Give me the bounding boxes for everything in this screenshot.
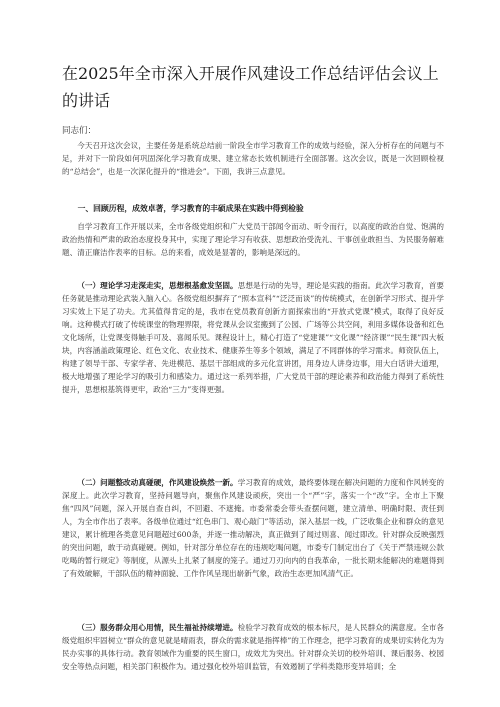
subsection-2-lead: （二）问题整改动真碰硬，作风建设焕然一新。 xyxy=(77,478,238,487)
subsection-2-body: 学习教育的成效，最终要体现在解决问题的力度和作风转变的深度上。此次学习教育，坚持问题导向，聚焦作风建设顽疾，突出一个“严”字，落实一个“改”字。全市上下聚焦“四风”问题，深入开展自查自纠，不回避、不遮掩。市委常委会带头查摆问题，建立清单、明确时限、责任到人，为全市作出了表率。各级单位通过“红色串门、观心敲门”等活动，深入基层一线，广泛收集企业和群众的意见建议，累计梳理各类意见问题超过600条，并逐一推动解决，真正做到了闻过则喜、闻过即改。针对群众反映强烈的突出问题，敢于动真碰硬。例如，针对部分单位存在的违规吃喝问题，市委专门制定出台了《关于严禁违规公款吃喝的暂行规定》等制度，从源头上扎紧了制度的笼子。通过刀刃向内的自我革命，一批长期未能解决的难题得到了有效破解，干部队伍的精神面貌、工作作风呈现出崭新气象，政治生态更加风清气正。 xyxy=(62,478,444,578)
section-1-heading: 一、回顾历程，成效卓著，学习教育的丰硕成果在实践中得到检验 xyxy=(77,204,304,213)
intro-paragraph: 今天召开这次会议，主要任务是系统总结前一阶段全市学习教育工作的成效与经验，深入分析存在的问题与不足，并对下一阶段如何巩固深化学习教育成果、建立常态长效机制进行全面部署。这次会议，既是一次回顾检视的“总结会”，也是一次深化提升的“推进会”。下面，我讲三点意见。 xyxy=(62,141,444,176)
document-title: 在2025年全市深入开展作风建设工作总结评估会议上的讲话 xyxy=(62,64,439,110)
subsection-3-paragraph xyxy=(62,621,444,673)
section-1-paragraph: 自学习教育工作开展以来，全市各级党组织和广大党员干部闻令而动、听令而行，以高度的政治自觉、饱满的政治热情和严肃的政治态度投身其中，实现了理论学习有收获、思想政治受洗礼、干事创业敢担当、为民服务解难题、清正廉洁作表率的目标。总的来看，成效是显著的，影响是深远的。 xyxy=(62,222,444,257)
subsection-3-body: 检验学习教育成效的根本标尺，是人民群众的满意度。全市各级党组织牢固树立“群众的意见就是晴雨表，群众的需求就是指挥棒”的工作理念，把学习教育的成果切实转化为为民办实事的具体行动。教育领域作为重要的民生窗口，成效尤为突出。针对群众关切的校外培训、课后服务、校园安全等热点问题，相关部门积极作为。通过强化校外培训监管，有效遏制了学科类隐形变异培训；全 xyxy=(62,623,444,671)
subsection-3-lead: （三）服务群众用心用情，民生福祉持续增进。 xyxy=(77,623,238,632)
subsection-1-body: 思想是行动的先导，理论是实践的指南。此次学习教育，首要任务就是推动理论武装入脑入心。各级党组织摒弃了“照本宣科”“泛泛而谈”的传统模式，在创新学习形式、提升学习实效上下足了功夫。尤其值得肯定的是，我市在党员教育创新方面探索出的“开放式党课”模式，取得了良好反响。这种模式打破了传统课堂的物理界限，将党课从会议室搬到了公园、广场等公共空间，利用多媒体设备和红色文化场所，让党课变得触手可及、喜闻乐见。课程设计上，精心打造了“党建课”“文化课”“经济课”“民生课”四大板块，内容涵盖政策理论、红色文化、农业技术、健康养生等多个领域，满足了不同群体的学习需求。师资队伍上，构建了领导干部、专家学者、先进模范、基层干部组成的多元化宣讲团，用身边人讲身边事，用大白话讲大道理，极大地增强了理论学习的吸引力和感染力。通过这一系列举措，广大党员干部的理论素养和政治能力得到了系统性提升，思想根基筑得更牢，政治“三力”变得更强。 xyxy=(62,281,444,394)
subsection-1-lead: （一）理论学习走深走实，思想根基愈发坚固。 xyxy=(77,281,238,290)
subsection-1-paragraph xyxy=(62,279,444,396)
greeting: 同志们： xyxy=(62,126,97,136)
subsection-2-paragraph xyxy=(62,476,444,580)
